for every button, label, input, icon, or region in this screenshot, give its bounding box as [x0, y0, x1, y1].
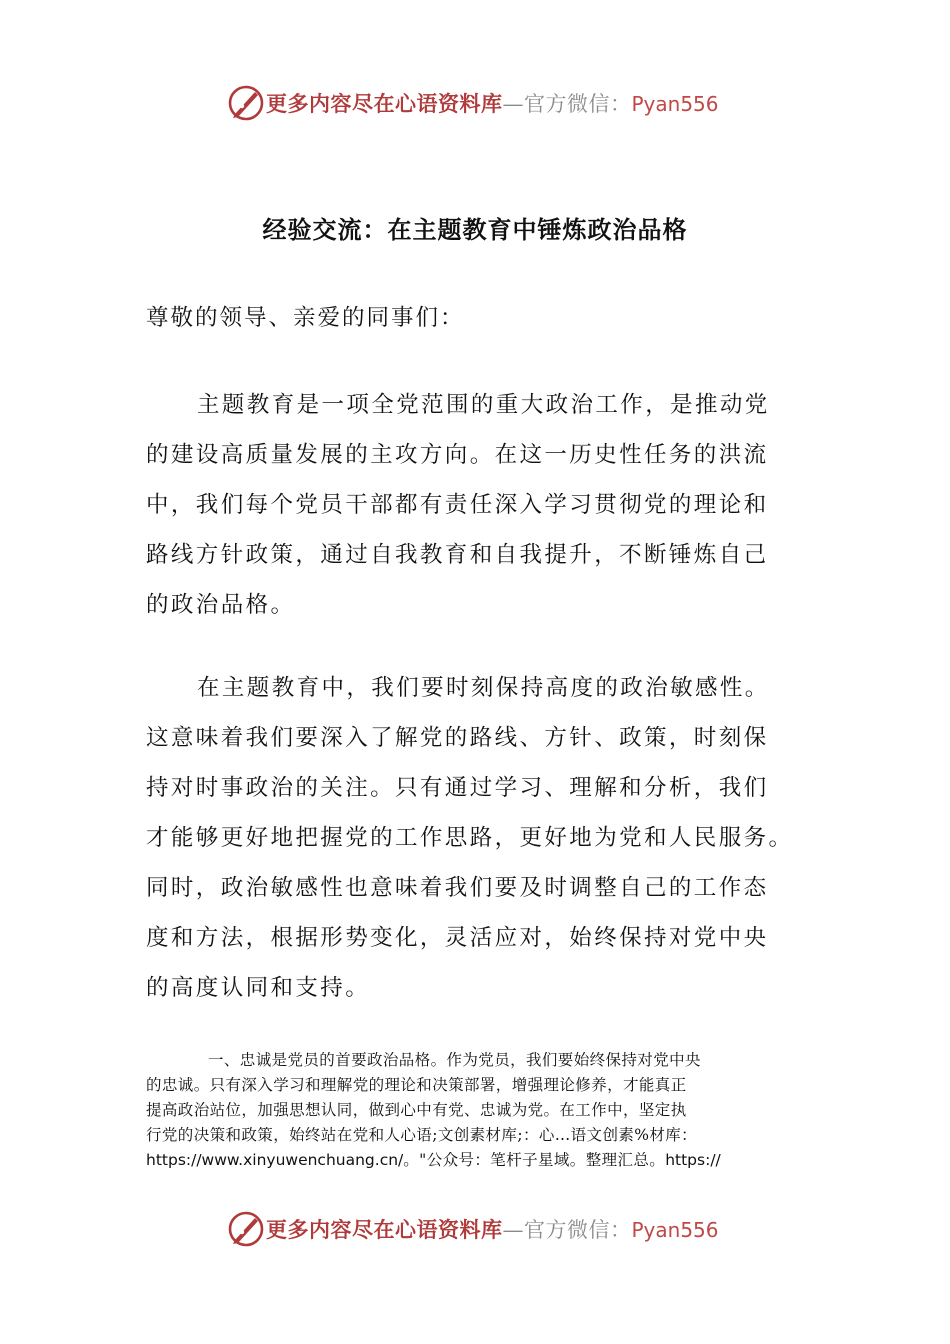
website-link[interactable]: https://www.xinyuwenchuang.cn/	[146, 1151, 404, 1169]
paragraph-line: 中，我们每个党员干部都有责任深入学习贯彻党的理论和	[146, 492, 769, 518]
pen-logo-icon	[227, 1210, 265, 1248]
small-line-text: 。"公众号：笔杆子星域。整理汇总。	[403, 1151, 666, 1169]
paragraph-line: 才能够更好地把握党的工作思路，更好地为党和人民服务。	[146, 825, 794, 851]
banner-wechat-label: —官方微信：	[502, 92, 632, 116]
banner-text	[266, 90, 719, 118]
banner-wechat-id: Pyan556	[631, 1218, 719, 1242]
paragraph-line: 在主题教育中，我们要时刻保持高度的政治敏感性。	[197, 675, 770, 701]
paragraph-line: 同时，政治敏感性也意味着我们要及时调整自己的工作态	[146, 875, 769, 901]
banner-slogan: 更多内容尽在心语资料库	[266, 91, 503, 116]
paragraph-line: 主题教育是一项全党范围的重大政治工作，是推动党	[197, 392, 770, 418]
paragraph-line: 路线方针政策，通过自我教育和自我提升，不断锤炼自己	[146, 542, 769, 568]
small-line-last	[146, 1148, 806, 1173]
website-link-2[interactable]: https://	[665, 1151, 721, 1169]
pen-logo-icon	[227, 84, 265, 122]
document-title: 经验交流：在主题教育中锤炼政治品格	[262, 216, 688, 244]
paragraph-1	[146, 380, 810, 630]
paragraph-2	[146, 663, 810, 1013]
paragraph-line: 的政治品格。	[146, 592, 296, 618]
banner-wechat-label: —官方微信：	[502, 1218, 632, 1242]
banner-text	[266, 1216, 719, 1244]
header-banner	[0, 82, 950, 126]
small-line: 的忠诚。只有深入学习和理解党的理论和决策部署，增强理论修养，才能真正	[146, 1076, 687, 1094]
small-line: 提高政治站位，加强思想认同，做到心中有党、忠诚为党。在工作中，坚定执	[146, 1101, 687, 1119]
banner-wechat-id: Pyan556	[631, 92, 719, 116]
paragraph-line: 的建设高质量发展的主攻方向。在这一历史性任务的洪流	[146, 442, 769, 468]
small-line: 一、忠诚是党员的首要政治品格。作为党员，我们要始终保持对党中央	[208, 1051, 701, 1069]
small-print-paragraph	[146, 1048, 806, 1173]
paragraph-line: 持对时事政治的关注。只有通过学习、理解和分析，我们	[146, 775, 769, 801]
footer-banner	[0, 1208, 950, 1252]
paragraph-line: 度和方法，根据形势变化，灵活应对，始终保持对党中央	[146, 925, 769, 951]
paragraph-line: 这意味着我们要深入了解党的路线、方针、政策，时刻保	[146, 725, 769, 751]
small-line: 行党的决策和政策，始终站在党和人心语;文创素材库;：心…语文创素%材库：	[146, 1126, 698, 1144]
banner-slogan: 更多内容尽在心语资料库	[266, 1217, 503, 1242]
greeting: 尊敬的领导、亲爱的同事们：	[146, 305, 465, 331]
paragraph-line: 的高度认同和支持。	[146, 975, 371, 1001]
